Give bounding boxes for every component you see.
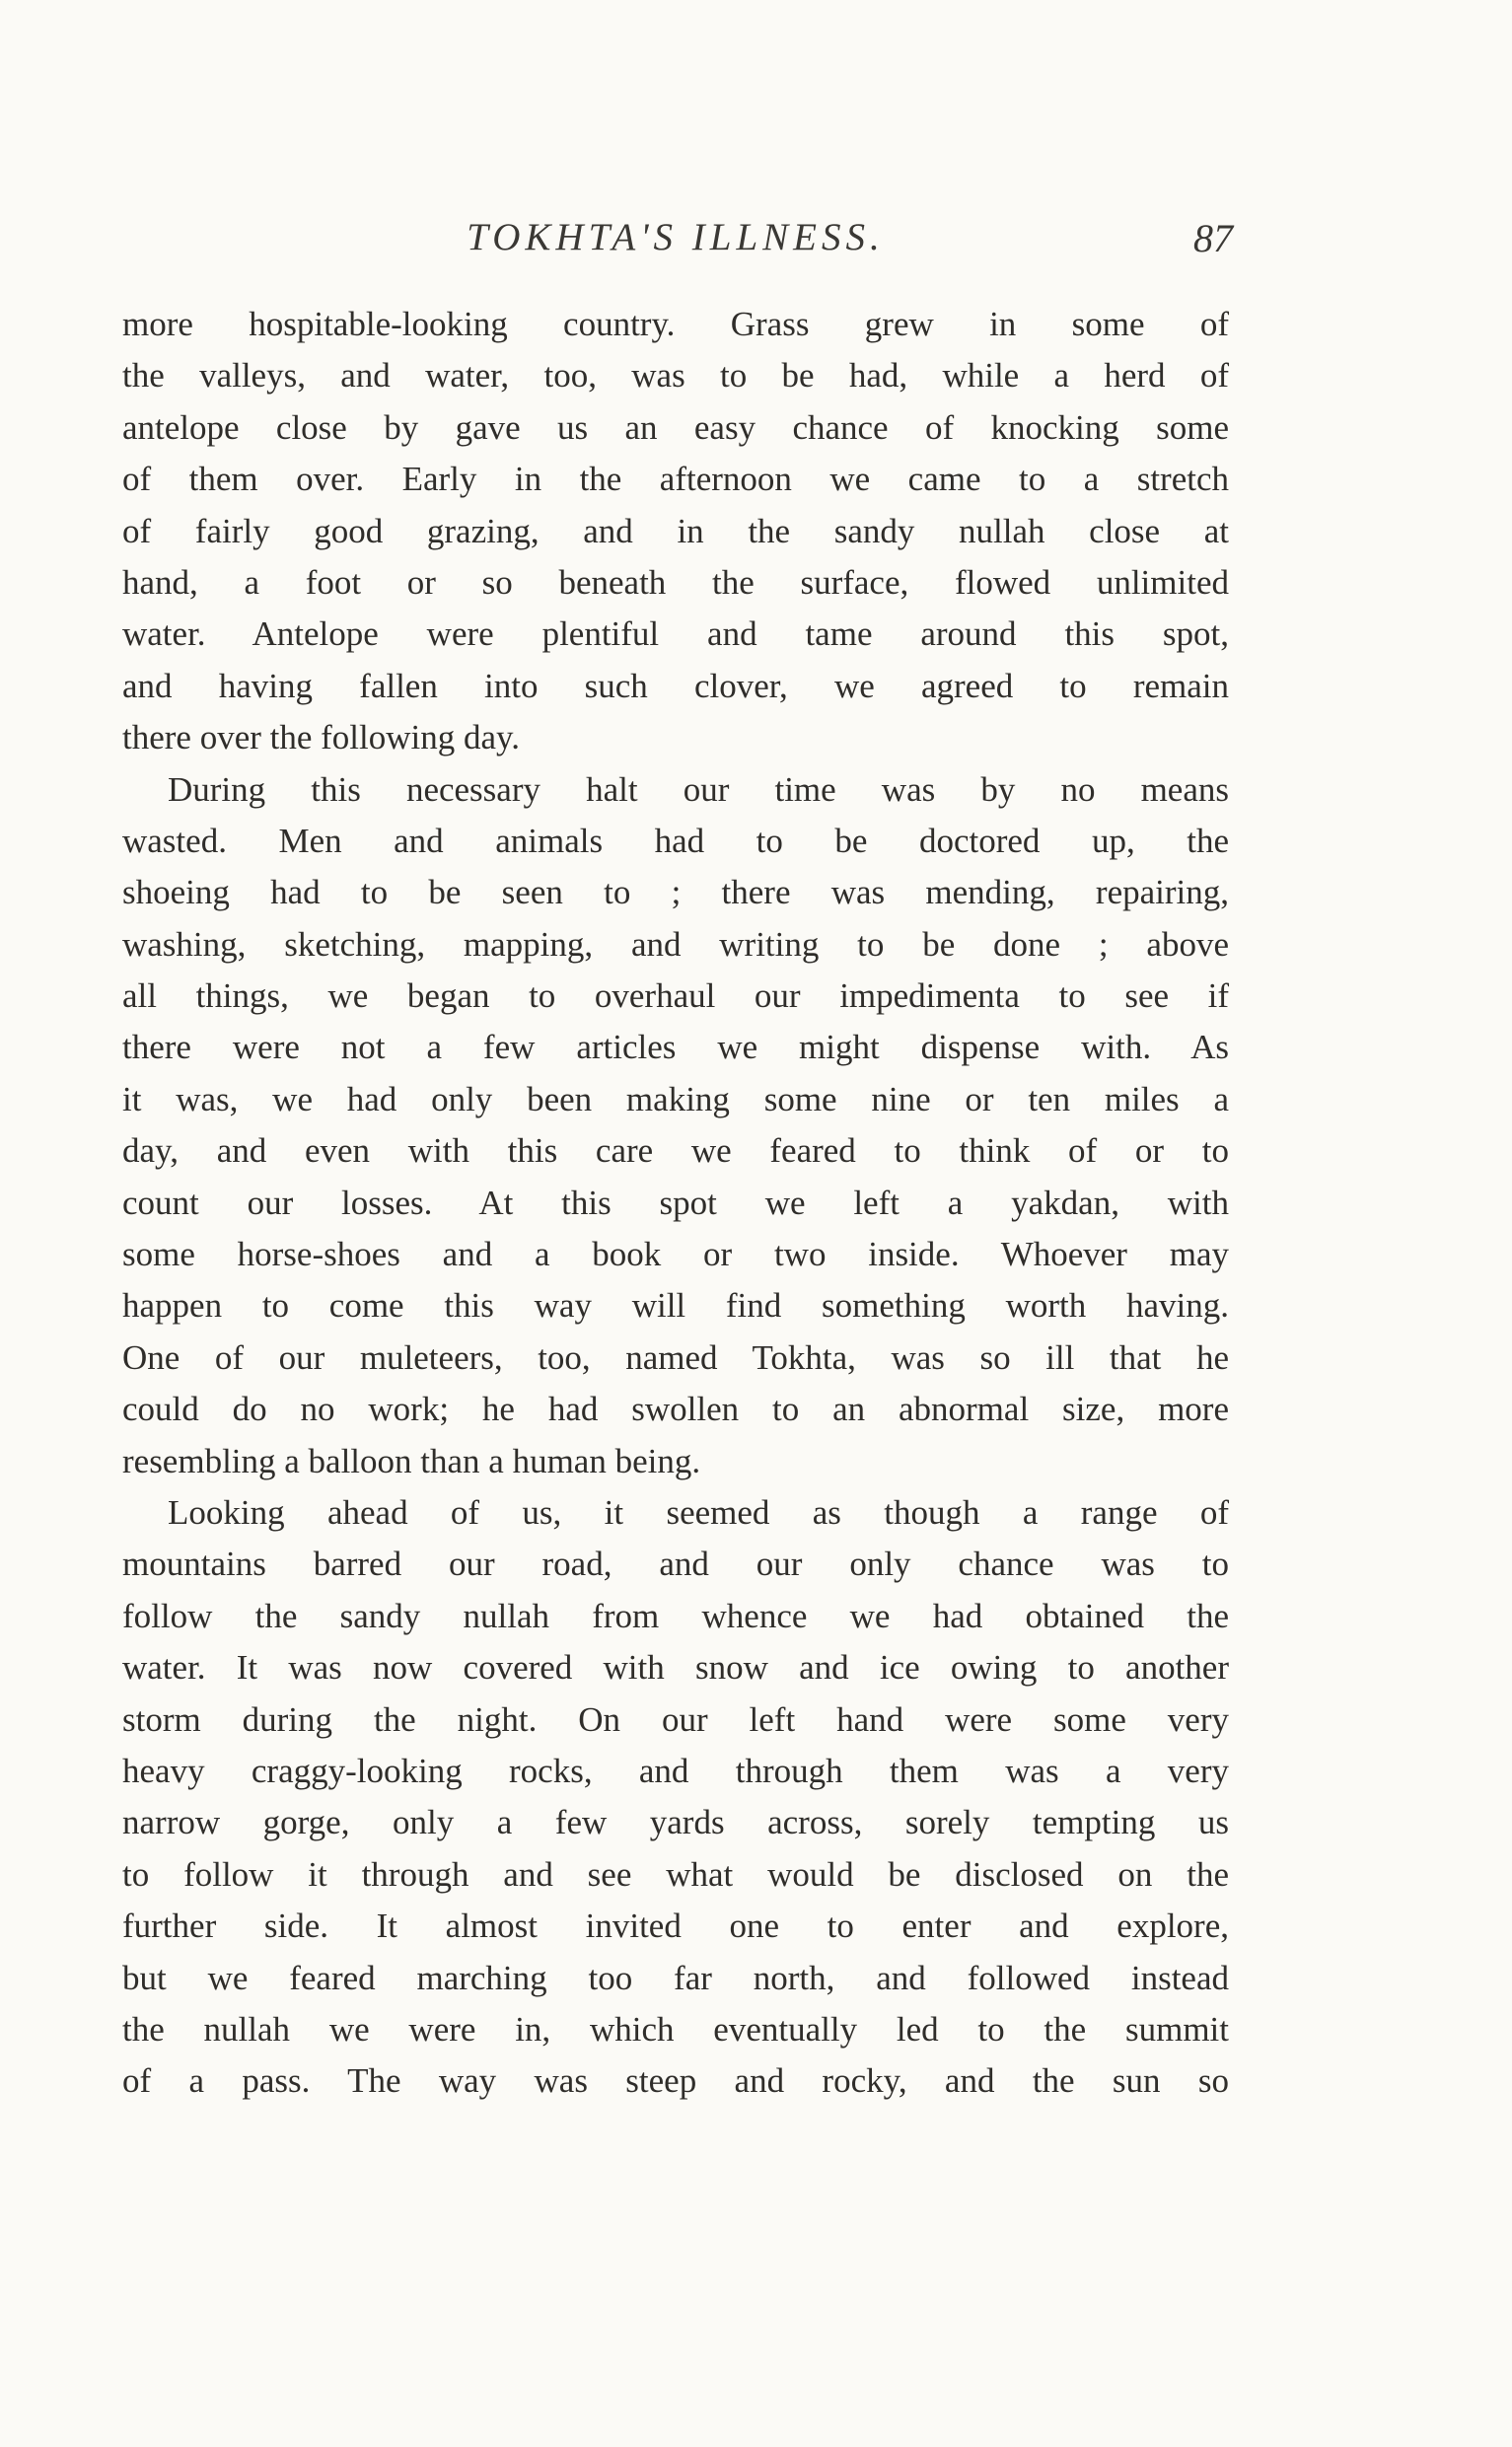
text-line: to follow it through and see what would be disclosed on the xyxy=(122,1854,1229,1894)
running-title: TOKHTA'S ILLNESS. xyxy=(467,216,885,258)
text-line: storm during the night. On our left hand were some very xyxy=(122,1699,1229,1739)
text-line: and having fallen into such clover, we agreed to remain xyxy=(122,666,1229,705)
text-line: water. Antelope were plentiful and tame around this spot, xyxy=(122,614,1229,654)
text-line: of them over. Early in the afternoon we came to a stretch xyxy=(122,460,1229,499)
text-line: antelope close by gave us an easy chance of knocking some xyxy=(122,407,1229,447)
text-line: the valleys, and water, too, was to be had, while a herd of xyxy=(122,356,1229,396)
text-line: water. It was now covered with snow and ice owing to another xyxy=(122,1648,1229,1688)
text-line: more hospitable-looking country. Grass grew in some of xyxy=(122,305,1229,343)
text-line: of fairly good grazing, and in the sandy nullah close at xyxy=(122,511,1229,550)
text-line: mountains barred our road, and our only chance was to xyxy=(122,1545,1229,1584)
text-line: follow the sandy nullah from whence we had obtained the xyxy=(122,1596,1229,1635)
text-line: heavy craggy-looking rocks, and through them was a very xyxy=(122,1751,1229,1790)
text-line: could do no work; he had swollen to an abnormal size, more xyxy=(122,1390,1229,1429)
text-line: the nullah we were in, which eventually led to the summit xyxy=(122,2009,1229,2049)
text-line: there were not a few articles we might dispense with. As xyxy=(122,1028,1229,1067)
text-line: hand, a foot or so beneath the surface, flowed unlimited xyxy=(122,562,1229,602)
text-line: but we feared marching too far north, and followed instead xyxy=(122,1958,1229,1997)
page-number: 87 xyxy=(1193,216,1233,260)
text-line: washing, sketching, mapping, and writing to be done ; above xyxy=(122,924,1229,964)
text-line: count our losses. At this spot we left a yakdan, with xyxy=(122,1183,1229,1222)
text-line: day, and even with this care we feared to think of or to xyxy=(122,1131,1229,1171)
text-line: it was, we had only been making some nine or ten miles a xyxy=(122,1079,1229,1118)
text-line: resembling a balloon than a human being. xyxy=(122,1441,701,1480)
text-line: shoeing had to be seen to ; there was mending, repairing, xyxy=(122,873,1229,912)
text-line: Looking ahead of us, it seemed as though a range of xyxy=(168,1492,1229,1532)
text-line: further side. It almost invited one to enter and explore, xyxy=(122,1907,1229,1946)
text-line: During this necessary halt our time was by no means xyxy=(168,769,1229,809)
text-line: happen to come this way will find something worth having. xyxy=(122,1286,1229,1326)
text-line: One of our muleteers, too, named Tokhta, was so ill that he xyxy=(122,1337,1229,1377)
body-text xyxy=(122,299,1229,2108)
text-line: there over the following day. xyxy=(122,718,521,757)
text-line: wasted. Men and animals had to be doctored up, the xyxy=(122,821,1229,860)
text-line: of a pass. The way was steep and rocky, and the sun so xyxy=(122,2061,1229,2101)
text-line: all things, we began to overhaul our impedimenta to see if xyxy=(122,976,1229,1016)
running-head xyxy=(122,215,1233,274)
text-line: some horse-shoes and a book or two inside. Whoever may xyxy=(122,1235,1229,1274)
text-line: narrow gorge, only a few yards across, sorely tempting us xyxy=(122,1803,1229,1842)
